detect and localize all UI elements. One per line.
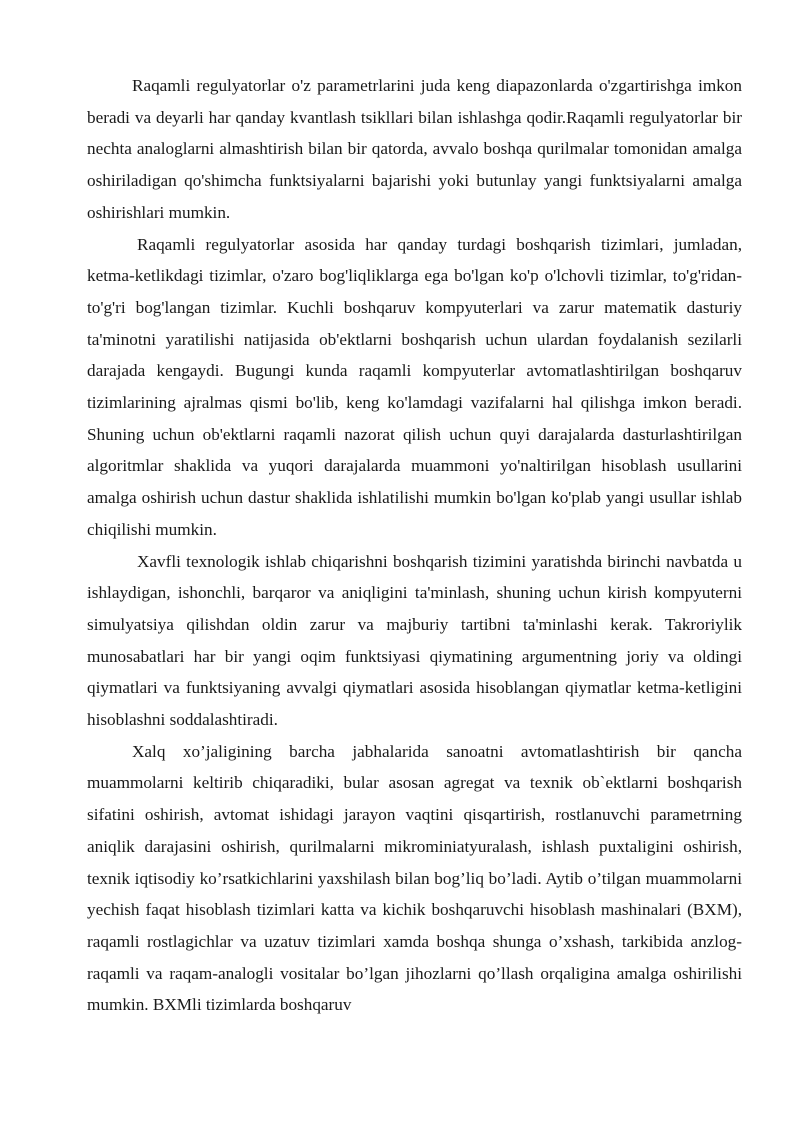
document-page (87, 70, 742, 1021)
paragraph-4: Xalq xo’jaligining barcha jabhalarida sanoatni avtomatlashtirish bir qancha muammolarni keltirib chiqaradiki, bular asosan agregat va texnik ob`ektlarni boshqarish sifatini oshirish, avtomat ishidagi jarayon vaqtini qisqartirish, rostlanuvchi parametrning aniqlik darajasini oshirish, qurilmalarni mikrominiatyuralash, ishlash puxtaligini oshirish, texnik iqtisodiy ko’rsatkichlarini yaxshilash bilan bog’liq bo’ladi. Aytib o’tilgan muammolarni yechish faqat hisoblash tizimlari katta va kichik boshqaruvchi hisoblash mashinalari (BXM), raqamli rostlagichlar va uzatuv tizimlari xamda boshqa shunga o’xshash, tarkibida anzlog-raqamli va raqam-analogli vositalar bo’lgan jihozlarni qo’llash orqaligina amalga oshirilishi mumkin. BXMli tizimlarda boshqaruv (87, 741, 742, 1015)
paragraph-1: Raqamli regulyatorlar o'z parametrlarini juda keng diapazonlarda o'zgartirishga imkon beradi va deyarli har qanday kvantlash tsikllari bilan ishlashga qodir.Raqamli regulyatorlar bir nechta analoglarni almashtirish bilan bir qatorda, avvalo boshqa qurilmalar tomonidan amalga oshiriladigan qo'shimcha funktsiyalarni bajarishi yoki butunlay yangi funktsiyalarni amalga oshirishlari mumkin. (87, 76, 742, 222)
paragraph-3: Xavfli texnologik ishlab chiqarishni boshqarish tizimini yaratishda birinchi navbatda u ishlaydigan, ishonchli, barqaror va aniqligini ta'minlash, shuning uchun kirish kompyuterni simulyatsiya qilishdan oldin zarur va majburiy tartibni ta'minlashi kerak. Takroriylik munosabatlari har bir yangi oqim funktsiyasi qiymatining argumentning joriy va oldingi qiymatlari va funktsiyaning avvalgi qiymatlari asosida hisoblangan qiymatlar ketma-ketligini hisoblashni soddalashtiradi. (87, 551, 742, 730)
paragraph-2: Raqamli regulyatorlar asosida har qanday turdagi boshqarish tizimlari, jumladan, ketma-ketlikdagi tizimlar, o'zaro bog'liqliklarga ega bo'lgan ko'p o'lchovli tizimlar, to'g'ridan-to'g'ri bog'langan tizimlar. Kuchli boshqaruv kompyuterlari va zarur matematik dasturiy ta'minotni yaratilishi natijasida ob'ektlarni boshqarish uchun ulardan foydalanish sezilarli darajada kengaydi. Bugungi kunda raqamli kompyuterlar avtomatlashtirilgan boshqaruv tizimlarining ajralmas qismi bo'lib, keng ko'lamdagi vazifalarni hal qilishga imkon beradi. Shuning uchun ob'ektlarni raqamli nazorat qilish uchun quyi darajalarda dasturlashtirilgan algoritmlar shaklida va yuqori darajalarda muammoni yo'naltirilgan hisoblash usullarini amalga oshirish uchun dastur shaklida ishlatilishi mumkin bo'lgan ko'plab yangi usullar ishlab chiqilishi mumkin. (87, 234, 742, 539)
